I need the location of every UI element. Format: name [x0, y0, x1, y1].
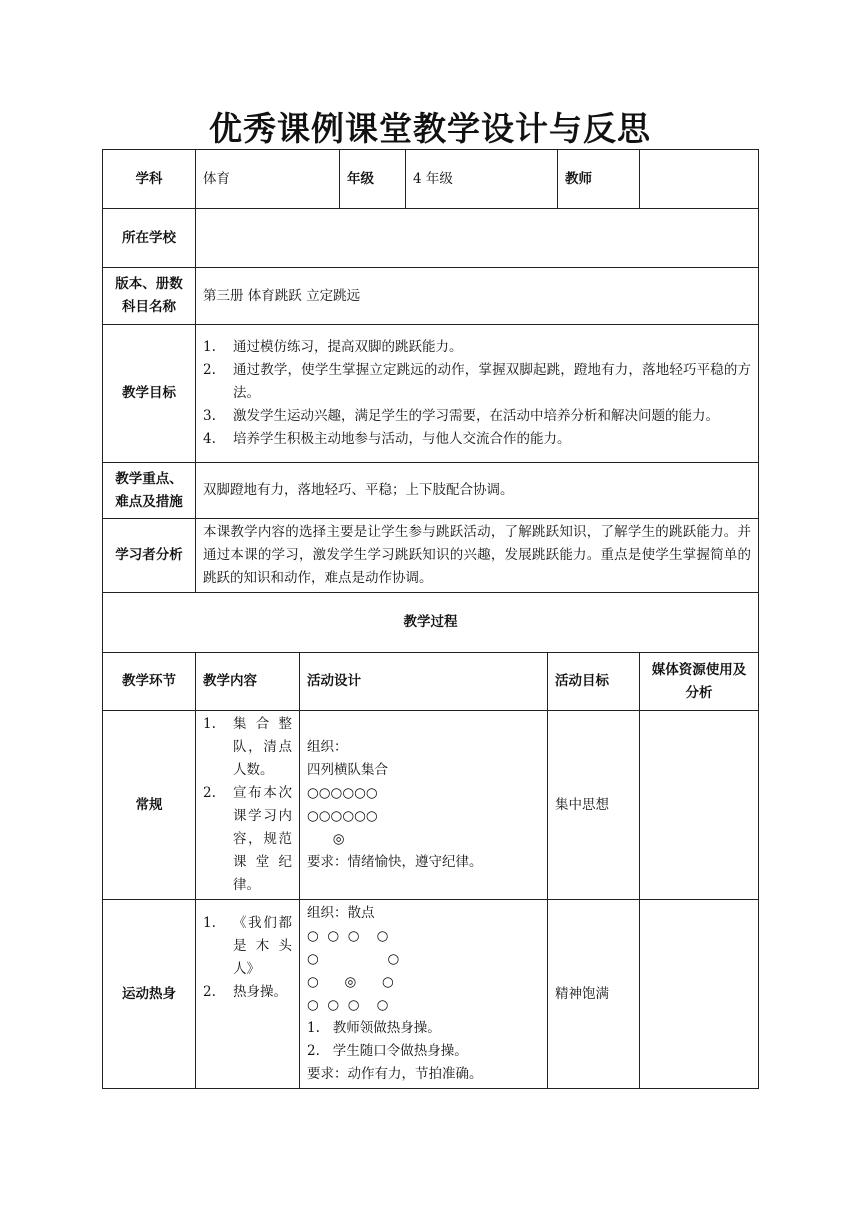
- design-line: ○ ◎ ○: [307, 974, 394, 990]
- teacher-label: 教师: [558, 150, 640, 209]
- stage-cell: 运动热身: [103, 900, 196, 1089]
- key-points-row: [103, 463, 759, 519]
- design-line: 要求：情绪愉快，遵守纪律。: [307, 854, 483, 870]
- content-cell: [196, 711, 300, 900]
- design-line: 要求：动作有力，节拍准确。: [307, 1066, 483, 1082]
- objectives-cell: [196, 325, 759, 463]
- edition-value: 第三册 体育跳跃 立定跳远: [196, 268, 759, 325]
- grade-value: 4 年级: [406, 150, 558, 209]
- header-stage: 教学环节: [103, 653, 196, 711]
- content-cell: [196, 900, 300, 1089]
- media-cell: [640, 711, 759, 900]
- design-line: 四列横队集合: [307, 762, 388, 778]
- design-line: ◎: [307, 831, 345, 847]
- header-design: 活动设计: [300, 653, 548, 711]
- list-item: 1. 通过模仿练习，提高双脚的跳跃能力。: [203, 339, 463, 355]
- table-row: [103, 711, 759, 900]
- design-line: 1. 教师领做热身操。: [307, 1020, 441, 1036]
- learner-label: 学习者分析: [103, 519, 196, 593]
- school-value: [196, 209, 759, 268]
- header-media: 媒体资源使用及分析: [640, 653, 759, 711]
- list-item: 2. 通过教学，使学生掌握立定跳远的动作，掌握双脚起跳，蹬地有力，落地轻巧平稳的方法。: [203, 362, 752, 401]
- header-goal: 活动目标: [548, 653, 640, 711]
- list-item: 2. 宣布本次课学习内容，规范课堂纪律。: [203, 785, 292, 893]
- school-row: [103, 209, 759, 268]
- design-line: ○ ○ ○ ○: [307, 997, 389, 1013]
- stage-cell: 常规: [103, 711, 196, 900]
- design-line: 组织：: [307, 739, 348, 755]
- edition-label: 版本、册数科目名称: [103, 268, 196, 325]
- design-cell: [300, 711, 548, 900]
- design-cell: [300, 900, 548, 1089]
- process-section-title: 教学过程: [103, 593, 759, 653]
- key-points-label: 教学重点、难点及措施: [103, 463, 196, 519]
- grade-label: 年级: [340, 150, 406, 209]
- key-points-value: 双脚蹬地有力，落地轻巧、平稳；上下肢配合协调。: [196, 463, 759, 519]
- lesson-plan-table: [102, 149, 759, 1089]
- subject-value: 体育: [196, 150, 340, 209]
- school-label: 所在学校: [103, 209, 196, 268]
- header-content: 教学内容: [196, 653, 300, 711]
- media-cell: [640, 900, 759, 1089]
- design-line: 组织：散点: [307, 905, 375, 921]
- info-row: [103, 150, 759, 209]
- table-row: [103, 900, 759, 1089]
- objectives-list: [203, 336, 751, 451]
- list-item: 2. 热身操。: [203, 984, 287, 1000]
- design-line: ○○○○○○: [307, 785, 378, 801]
- design-line: ○ ○: [307, 951, 400, 967]
- process-title-row: [103, 593, 759, 653]
- goal-cell: 精神饱满: [548, 900, 640, 1089]
- design-line: ○ ○ ○ ○: [307, 928, 389, 944]
- design-line: ○○○○○○: [307, 808, 378, 824]
- process-header-row: [103, 653, 759, 711]
- list-item: 1. 《我们都是木头人》: [203, 915, 292, 977]
- teacher-value: [640, 150, 759, 209]
- goal-cell: 集中思想: [548, 711, 640, 900]
- learner-value: 本课教学内容的选择主要是让学生参与跳跃活动，了解跳跃知识，了解学生的跳跃能力。并通过本课的学习，激发学生学习跳跃知识的兴趣，发展跳跃能力。重点是使学生掌握简单的跳跃的知识和动作，难点是动作协调。: [196, 519, 759, 593]
- design-line: 2. 学生随口令做热身操。: [307, 1043, 468, 1059]
- list-item: 1. 集合整队，清点人数。: [203, 716, 292, 778]
- subject-label: 学科: [103, 150, 196, 209]
- list-item: 3. 激发学生运动兴趣，满足学生的学习需要，在活动中培养分析和解决问题的能力。: [203, 408, 719, 424]
- list-item: 4. 培养学生积极主动地参与活动，与他人交流合作的能力。: [203, 431, 571, 447]
- objectives-label: 教学目标: [103, 325, 196, 463]
- objectives-row: [103, 325, 759, 463]
- edition-row: [103, 268, 759, 325]
- learner-row: [103, 519, 759, 593]
- document-title: 优秀课例课堂教学设计与反思: [209, 109, 651, 148]
